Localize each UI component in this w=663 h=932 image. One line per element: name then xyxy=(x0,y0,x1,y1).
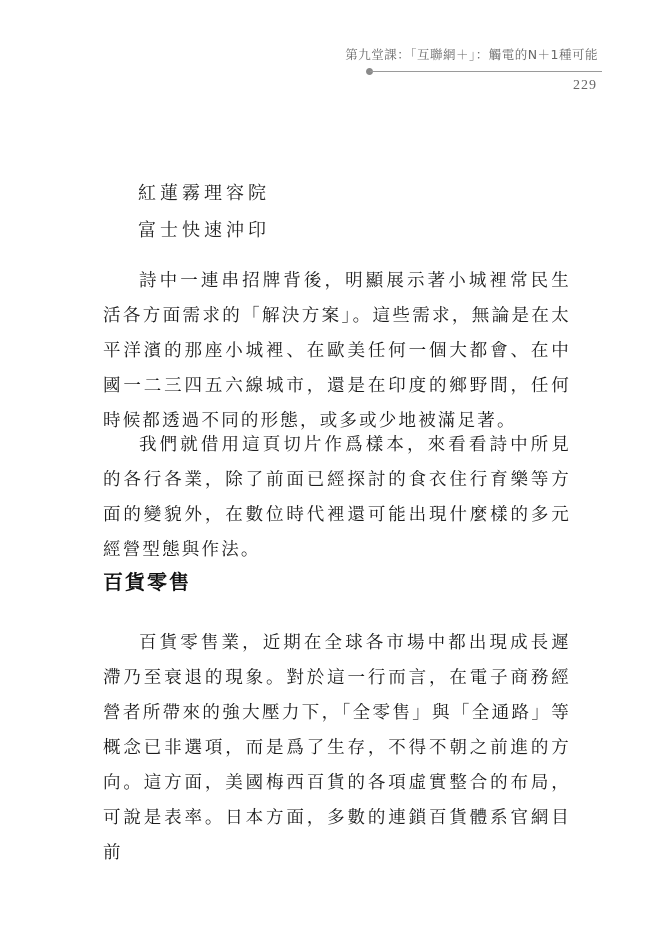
body-paragraph: 我們就借用這頁切片作爲樣本，來看看詩中所見的各行各業，除了前面已經探討的食衣住行育樂等方面的變貌外，在數位時代裡還可能出現什麼樣的多元經營型態與作法。 xyxy=(103,435,571,560)
body-paragraph: 詩中一連串招牌背後，明顯展示著小城裡常民生活各方面需求的「解決方案」。這些需求，無論是在太平洋濱的那座小城裡、在歐美任何一個大都會、在中國一二三四五六線城市，還是在印度的鄉野間，任何時候都透過不同的形態，或多或少地被滿足著。 xyxy=(103,271,571,431)
poem-line: 紅蓮霧理容院 xyxy=(138,183,270,204)
page-number: 229 xyxy=(573,78,597,93)
section-paragraph: 百貨零售業，近期在全球各市場中都出現成長遲滯乃至衰退的現象。對於這一行而言，在電子商務經營者所帶來的強大壓力下，「全零售」與「全通路」等概念已非選項，而是爲了生存，不得不朝之前進的方向。這方面，美國梅西百貨的各項虛實整合的布局，可說是表率。日本方面，多數的連鎖百貨體系官網目前 xyxy=(103,633,571,863)
section-heading: 百貨零售 xyxy=(103,570,191,594)
header-rule xyxy=(370,71,602,72)
poem-line: 富士快速沖印 xyxy=(138,220,270,241)
poem-excerpt xyxy=(138,175,270,249)
running-header: 第九堂課：「互聯網＋」：觸電的N＋1種可能 xyxy=(345,47,598,62)
